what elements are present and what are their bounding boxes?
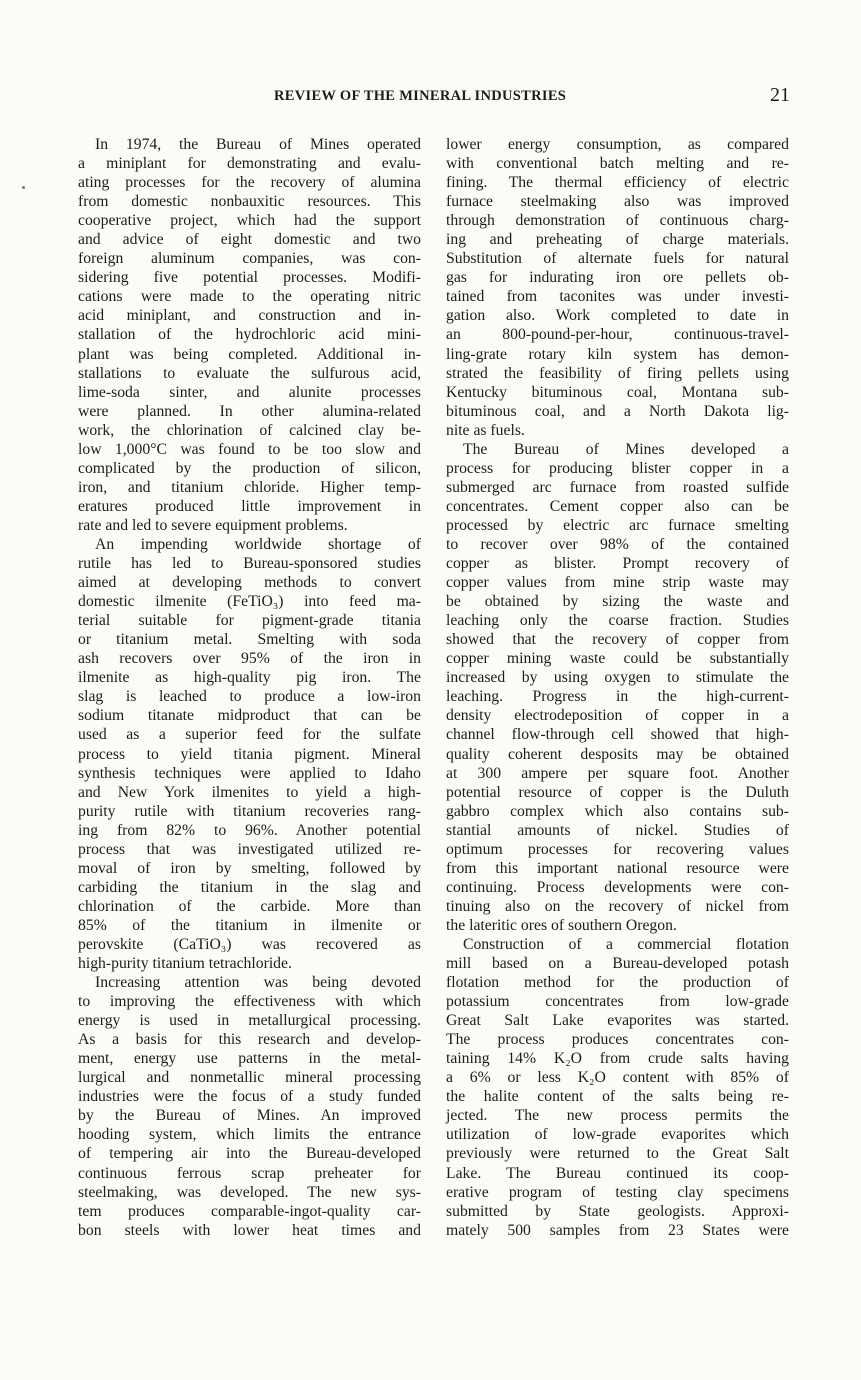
text-line: hooding system, which limits the entrance	[78, 1126, 421, 1144]
text-line: to recover over 98% of the contained	[446, 535, 789, 553]
text-line: quality coherent desposits may be obtained	[446, 745, 789, 763]
text-line: increased by using oxygen to stimulate the	[446, 669, 789, 687]
right-text-column	[446, 135, 789, 1240]
text-line: ing from 82% to 96%. Another potential	[78, 821, 421, 839]
text-line: high-purity titanium tetrachloride.	[78, 955, 292, 973]
text-line: potential resource of copper is the Duluth	[446, 783, 789, 801]
scan-speck	[22, 186, 25, 189]
text-line: ash recovers over 95% of the iron in	[78, 650, 421, 668]
text-line: foreign aluminum companies, was con-	[78, 250, 421, 268]
text-line: a miniplant for demonstrating and evalu-	[78, 155, 421, 173]
text-line: Substitution of alternate fuels for natural	[446, 250, 789, 268]
text-line: from domestic nonbauxitic resources. This	[78, 193, 421, 211]
text-line: The Bureau of Mines developed a	[463, 440, 789, 458]
text-line: low 1,000°C was found to be too slow and	[78, 440, 421, 458]
text-line: with conventional batch melting and re-	[446, 155, 789, 173]
text-line: energy is used in metallurgical processing.	[78, 1012, 421, 1030]
text-line: In 1974, the Bureau of Mines operated	[95, 136, 421, 153]
text-line: tinuing also on the recovery of nickel from	[446, 897, 789, 915]
text-line: lower energy consumption, as compared	[446, 136, 789, 153]
text-line: channel flow-through cell showed that high-	[446, 726, 789, 744]
text-line: 85% of the titanium in ilmenite or	[78, 916, 421, 934]
text-line: furnace steelmaking also was improved	[446, 193, 789, 211]
text-line: density electrodeposition of copper in a	[446, 707, 789, 725]
text-line: and New York ilmenites to yield a high-	[78, 783, 421, 801]
text-line: slag is leached to produce a low-iron	[78, 688, 421, 706]
text-line: process for producing blister copper in a	[446, 459, 789, 477]
text-line: work, the chlorination of calcined clay be-	[78, 421, 421, 439]
text-line: Great Salt Lake evaporites was started.	[446, 1012, 789, 1030]
text-line: domestic ilmenite (FeTiO₃) into feed ma-	[78, 593, 421, 611]
text-line: rate and led to severe equipment problems.	[78, 516, 348, 534]
text-line: rutile has led to Bureau-sponsored studies	[78, 555, 421, 573]
text-line: used as a superior feed for the sulfate	[78, 726, 421, 744]
text-line: continuous ferrous scrap preheater for	[78, 1164, 421, 1182]
text-line: synthesis techniques were applied to Idaho	[78, 764, 421, 782]
text-line: leaching only the coarse fraction. Studies	[446, 612, 789, 630]
text-line: Kentucky bituminous coal, Montana sub-	[446, 383, 789, 401]
text-line: from this important national resource were	[446, 859, 789, 877]
text-line: submerged arc furnace from roasted sulfide	[446, 478, 789, 496]
text-line: Construction of a commercial flotation	[463, 935, 789, 953]
text-line: through demonstration of continuous charg-	[446, 212, 789, 230]
text-line: bon steels with lower heat times and	[78, 1221, 421, 1239]
text-line: to improving the effectiveness with which	[78, 993, 421, 1011]
text-line: sodium titanate midproduct that can be	[78, 707, 421, 725]
text-line: acid miniplant, and construction and in-	[78, 307, 421, 325]
text-line: sidering five potential processes. Modifi-	[78, 269, 421, 287]
text-line: copper as blister. Prompt recovery of	[446, 555, 789, 573]
text-line: steelmaking, was developed. The new sys-	[78, 1183, 421, 1201]
text-line: bituminous coal, and a North Dakota lig-	[446, 402, 789, 420]
text-line: As a basis for this research and develop-	[78, 1031, 421, 1049]
text-line: utilization of low-grade evaporites which	[446, 1126, 789, 1144]
text-line: previously were returned to the Great Salt	[446, 1145, 789, 1163]
text-line: potassium concentrates from low-grade	[446, 993, 789, 1011]
text-line: eratures produced little improvement in	[78, 497, 421, 515]
text-line: strated the feasibility of firing pellets using	[446, 364, 789, 382]
text-line: ating processes for the recovery of alumina	[78, 174, 421, 192]
text-line: copper values from mine strip waste may	[446, 574, 789, 592]
text-line: The process produces concentrates con-	[446, 1031, 789, 1049]
text-line: taining 14% K₂O from crude salts having	[446, 1050, 789, 1068]
text-line: lurgical and nonmetallic mineral processing	[78, 1069, 421, 1087]
text-line: ilmenite as high-quality pig iron. The	[78, 669, 421, 687]
page-header	[78, 86, 790, 110]
left-text-column	[78, 135, 421, 1240]
text-line: concentrates. Cement copper also can be	[446, 497, 789, 515]
text-line: copper mining waste could be substantially	[446, 650, 789, 668]
text-line: jected. The new process permits the	[446, 1107, 789, 1125]
text-line: purity rutile with titanium recoveries rang-	[78, 802, 421, 820]
text-line: mately 500 samples from 23 States were	[446, 1221, 789, 1239]
text-line: carbiding the titanium in the slag and	[78, 878, 421, 896]
text-line: complicated by the production of silicon,	[78, 459, 421, 477]
text-line: flotation method for the production of	[446, 974, 789, 992]
text-line: cooperative project, which had the support	[78, 212, 421, 230]
text-line: leaching. Progress in the high-current-	[446, 688, 789, 706]
text-line: of tempering air into the Bureau-developed	[78, 1145, 421, 1163]
text-line: tained from taconites was under investi-	[446, 288, 789, 306]
running-title: REVIEW OF THE MINERAL INDUSTRIES	[274, 88, 567, 104]
text-line: submitted by State geologists. Approxi-	[446, 1202, 789, 1220]
text-line: lime-soda sinter, and alunite processes	[78, 383, 421, 401]
text-line: chlorination of the carbide. More than	[78, 897, 421, 915]
text-line: continuing. Process developments were con-	[446, 878, 789, 896]
text-line: showed that the recovery of copper from	[446, 631, 789, 649]
text-line: plant was being completed. Additional in-	[78, 345, 421, 363]
text-line: and advice of eight domestic and two	[78, 231, 421, 249]
text-line: mill based on a Bureau-developed potash	[446, 955, 789, 973]
text-line: were planned. In other alumina-related	[78, 402, 421, 420]
text-line: erative program of testing clay specimens	[446, 1183, 789, 1201]
text-line: perovskite (CaTiO₃) was recovered as	[78, 935, 421, 953]
text-line: a 6% or less K₂O content with 85% of	[446, 1069, 789, 1087]
text-line: gation also. Work completed to date in	[446, 307, 789, 325]
text-line: ing and preheating of charge materials.	[446, 231, 789, 249]
text-line: optimum processes for recovering values	[446, 840, 789, 858]
text-line: aimed at developing methods to convert	[78, 574, 421, 592]
text-line: An impending worldwide shortage of	[95, 535, 421, 553]
text-line: Lake. The Bureau continued its coop-	[446, 1164, 789, 1182]
text-line: the lateritic ores of southern Oregon.	[446, 916, 677, 934]
text-line: moval of iron by smelting, followed by	[78, 859, 421, 877]
text-line: the halite content of the salts being re-	[446, 1088, 789, 1106]
text-line: tem produces comparable-ingot-quality car-	[78, 1202, 421, 1220]
text-line: Increasing attention was being devoted	[95, 974, 421, 992]
text-line: by the Bureau of Mines. An improved	[78, 1107, 421, 1125]
text-line: fining. The thermal efficiency of electric	[446, 174, 789, 192]
text-line: terial suitable for pigment-grade titania	[78, 612, 421, 630]
text-line: gabbro complex which also contains sub-	[446, 802, 789, 820]
text-line: iron, and titanium chloride. Higher temp-	[78, 478, 421, 496]
text-line: industries were the focus of a study funded	[78, 1088, 421, 1106]
text-line: processed by electric arc furnace smelting	[446, 516, 789, 534]
page-number: 21	[770, 84, 790, 106]
text-line: at 300 ampere per square foot. Another	[446, 764, 789, 782]
text-line: or titanium metal. Smelting with soda	[78, 631, 421, 649]
text-line: nite as fuels.	[446, 421, 525, 439]
text-line: process to yield titania pigment. Mineral	[78, 745, 421, 763]
text-line: ling-grate rotary kiln system has demon-	[446, 345, 789, 363]
text-line: stallations to evaluate the sulfurous acid,	[78, 364, 421, 382]
text-line: ment, energy use patterns in the metal-	[78, 1050, 421, 1068]
text-line: stallation of the hydrochloric acid mini-	[78, 326, 421, 344]
text-line: an 800-pound-per-hour, continuous-travel-	[446, 326, 789, 344]
text-line: be obtained by sizing the waste and	[446, 593, 789, 611]
text-line: stantial amounts of nickel. Studies of	[446, 821, 789, 839]
text-line: cations were made to the operating nitric	[78, 288, 421, 306]
text-line: process that was investigated utilized re-	[78, 840, 421, 858]
text-line: gas for indurating iron ore pellets ob-	[446, 269, 789, 287]
